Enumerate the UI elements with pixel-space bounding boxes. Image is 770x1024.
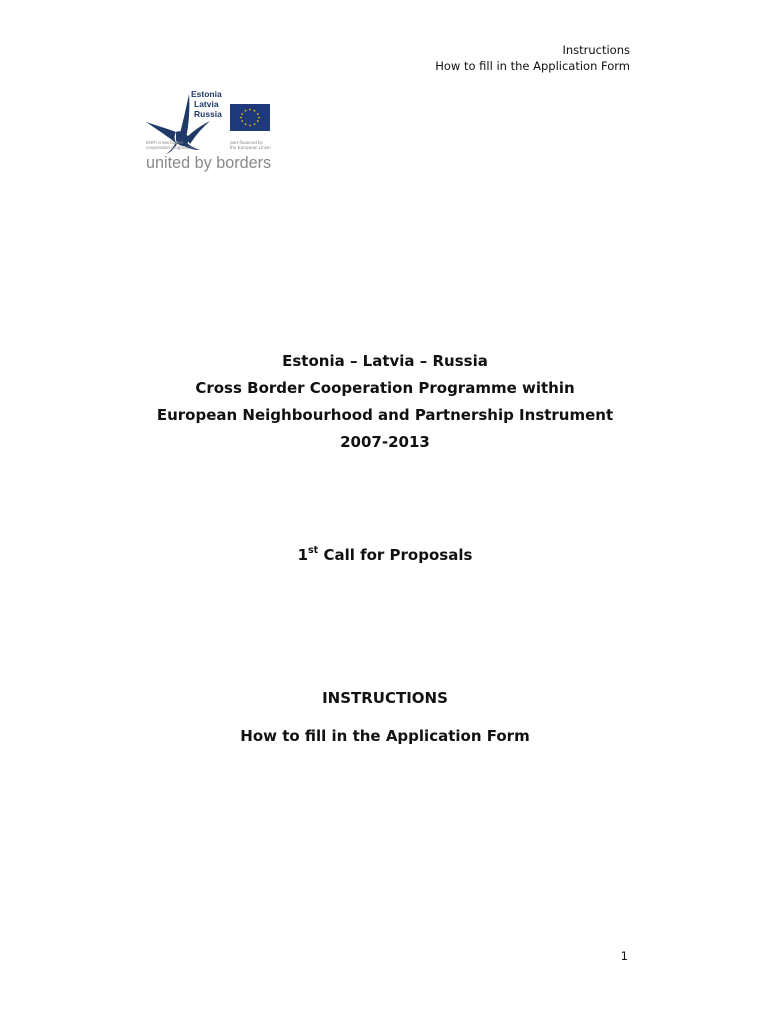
logo-caption-left-1: ENPI cross border [146, 140, 184, 145]
logo-caption-left-2: cooperation programme [146, 145, 195, 150]
instructions-heading: INSTRUCTIONS [322, 689, 448, 707]
call-text: Call for Proposals [318, 546, 473, 564]
title-line-4: 2007-2013 [340, 433, 430, 451]
logo-tagline: united by borders [146, 154, 272, 172]
call-ordinal-suffix: st [308, 545, 319, 556]
page-number: 1 [620, 949, 628, 963]
logo-country-3: Russia [194, 109, 222, 119]
running-header [435, 42, 630, 74]
logo-country-2: Latvia [194, 99, 219, 109]
document-title [0, 348, 770, 456]
title-line-1: Estonia – Latvia – Russia [282, 352, 488, 370]
call-number: 1 [297, 546, 309, 564]
title-line-2: Cross Border Cooperation Programme within [195, 379, 575, 397]
call-for-proposals [0, 543, 770, 567]
programme-logo [144, 88, 276, 174]
logo-caption-right-2: the European Union [230, 145, 271, 150]
title-line-3: European Neighbourhood and Partnership Instrument [156, 406, 614, 424]
header-line-1: Instructions [562, 43, 630, 57]
eu-flag-icon [230, 104, 270, 131]
logo-caption-right-1: part-financed by [230, 140, 263, 145]
instructions-subheading: How to fill in the Application Form [240, 727, 530, 745]
logo-country-1: Estonia [191, 89, 222, 99]
header-line-2: How to fill in the Application Form [435, 59, 630, 73]
